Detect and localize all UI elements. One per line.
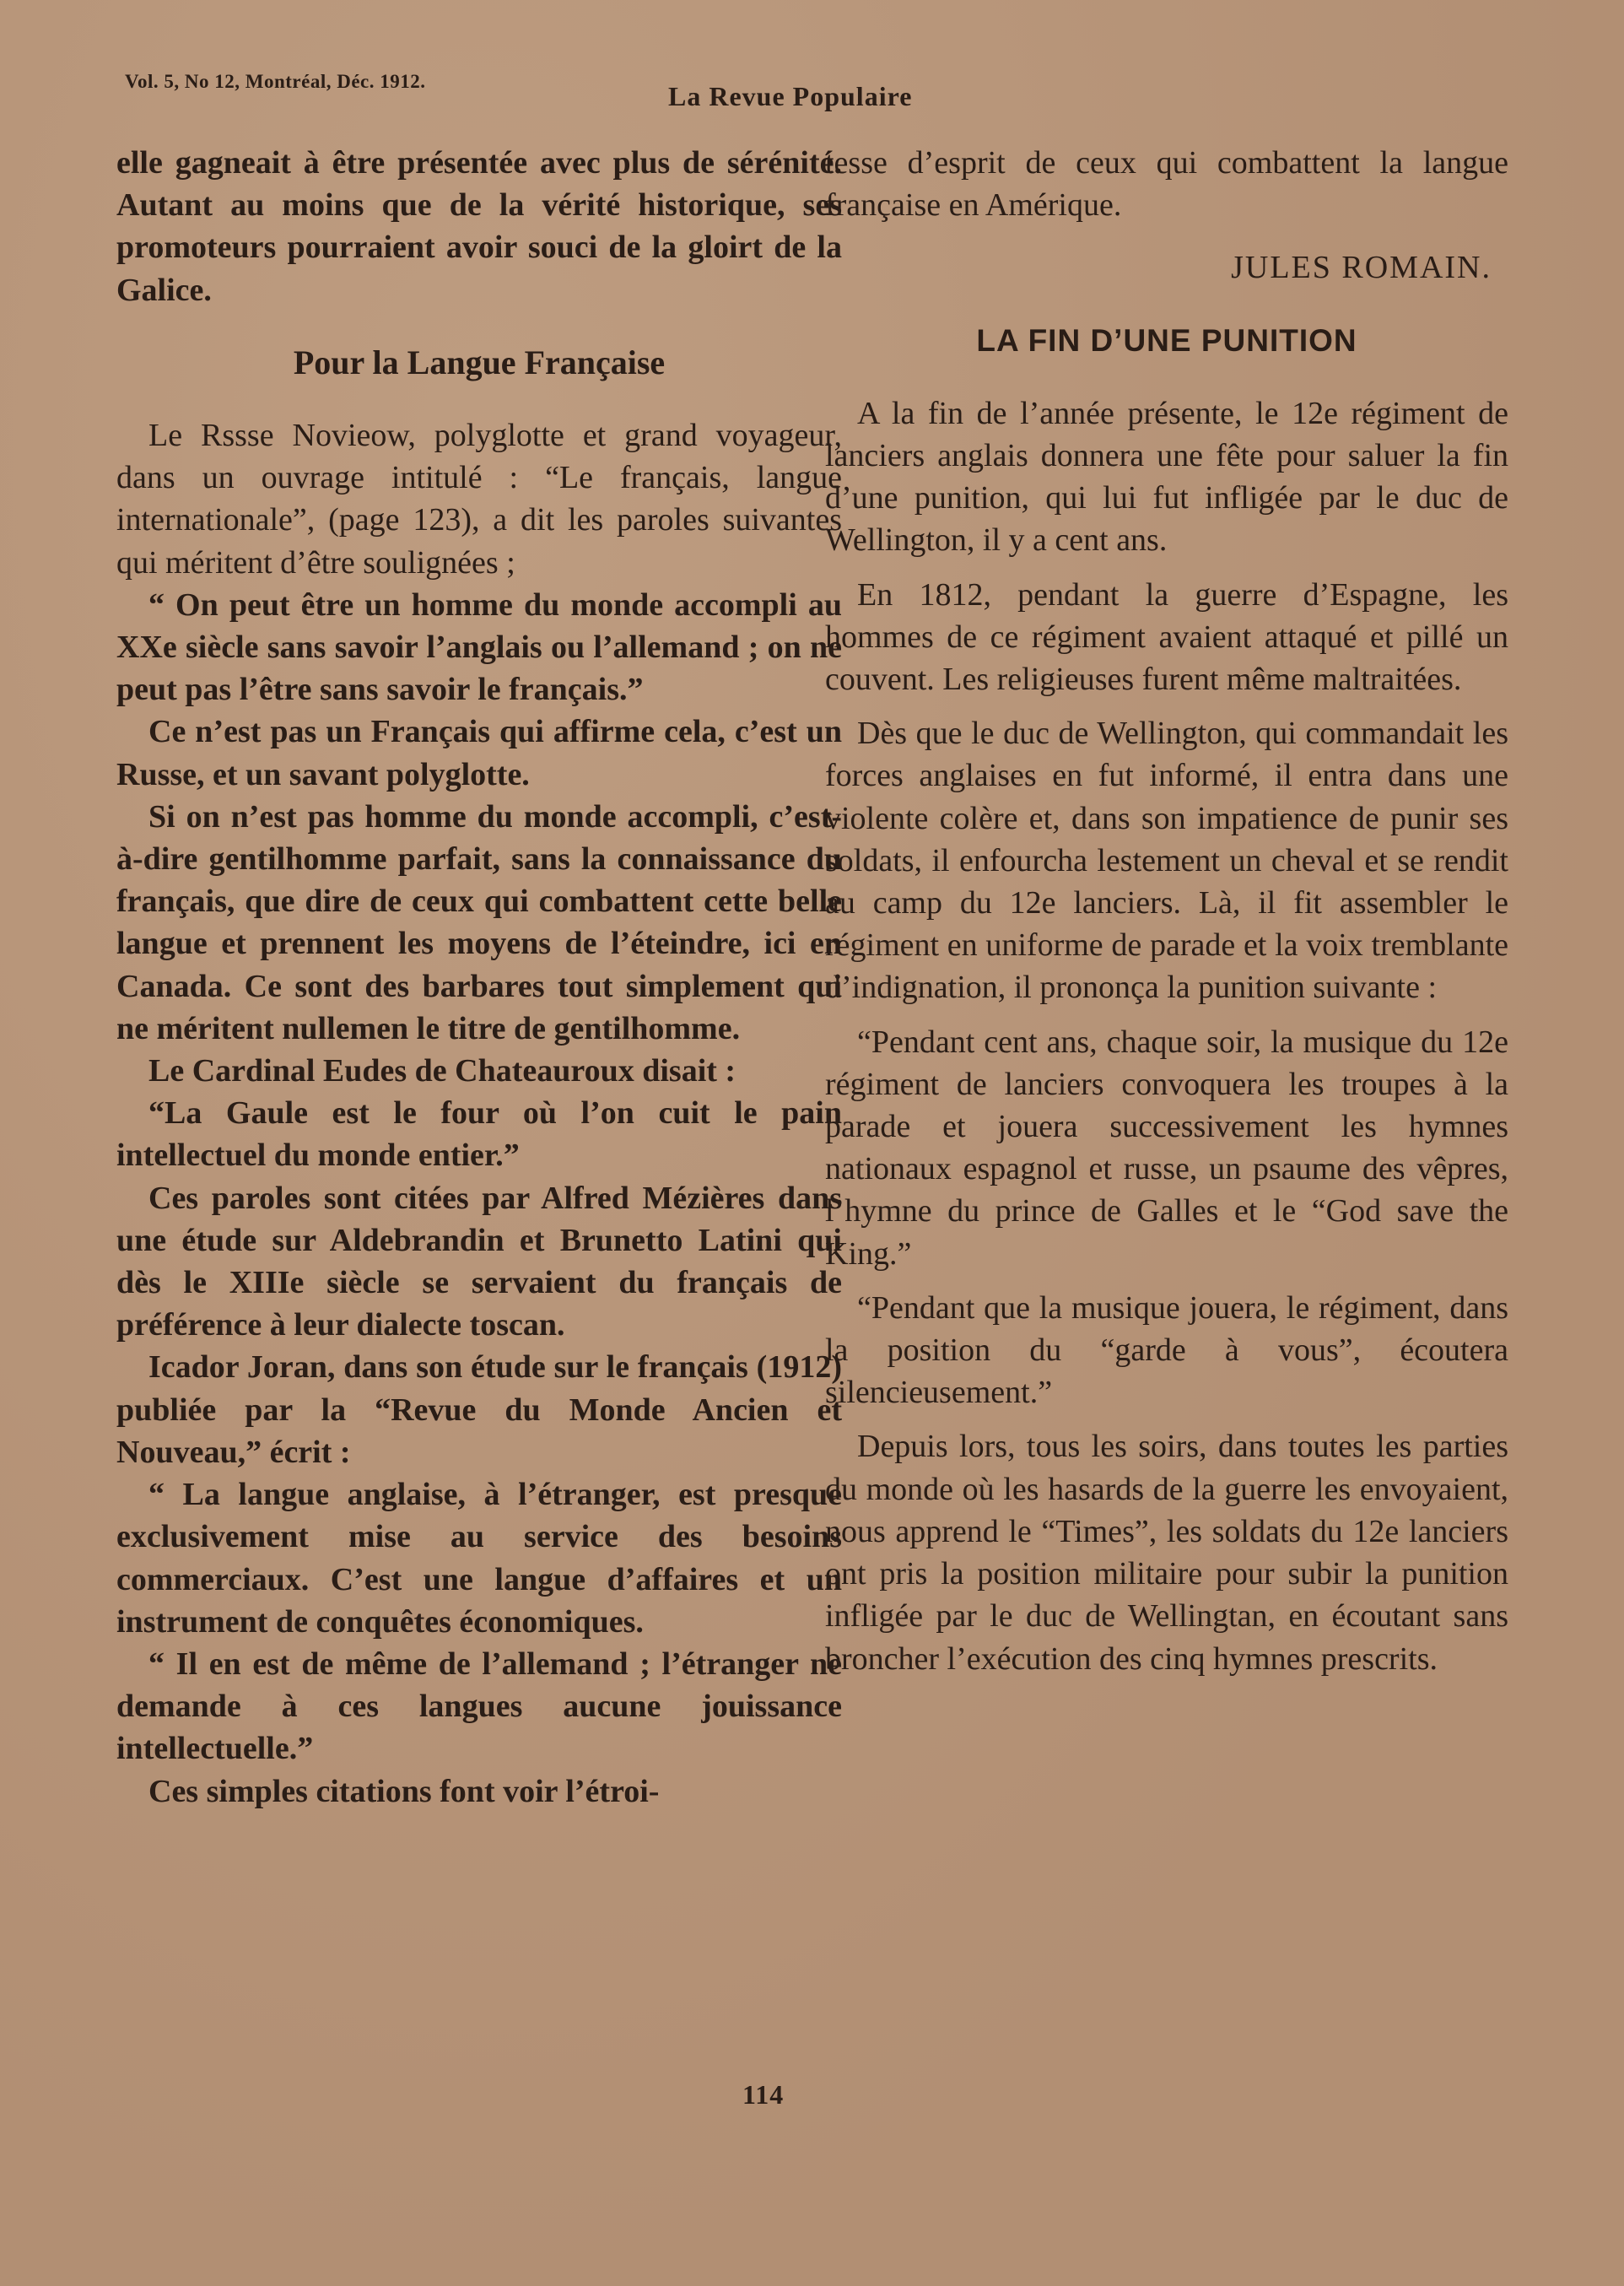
- quote: “ On peut être un homme du monde accompli au XXe siècle sans savoir l’anglais ou l’allemand ; on ne peut pas l’être sans savoir le français.”: [116, 586, 842, 708]
- page-number: 114: [742, 2079, 785, 2110]
- paragraph: Icador Joran, dans son étude sur le français (1912) publiée par la “Revue du Monde Ancien et Nouveau,” écrit :: [116, 1349, 842, 1470]
- quote: “Pendant que la musique jouera, le régiment, dans la position du “garde à vous”, écoutera silencieusement.”: [825, 1289, 1508, 1411]
- paragraph: Dès que le duc de Wellington, qui commandait les forces anglaises en fut informé, il entra dans une violente colère et, dans son impatience de punir ses soldats, il enfourcha lestement un cheval et se rendit au camp du 12e lanciers. Là, il fit assembler le régiment en uniforme de parade et la voix tremblante d’indignation, il prononça la punition suivante :: [825, 716, 1508, 1006]
- quote: “La Gaule est le four où l’on cuit le pain intellectuel du monde entier.”: [116, 1095, 842, 1174]
- paragraph: A la fin de l’année présente, le 12e régiment de lanciers anglais donnera une fête pour saluer la fin d’une punition, qui lui fut infligée par le duc de Wellington, il y a cent ans.: [825, 395, 1508, 559]
- paragraph: Depuis lors, tous les soirs, dans toutes les parties du monde où les hasards de la guerre les envoyaient, nous apprend le “Times”, les soldats du 12e lanciers ont pris la position militaire pour subir la punition infligée par le duc de Wellingtan, en écoutant sans broncher l’exécution des cinq hymnes prescrits.: [825, 1429, 1508, 1677]
- author-signature: JULES ROMAIN.: [1231, 250, 1492, 286]
- paragraph: Ce n’est pas un Français qui affirme cela, c’est un Russe, et un savant polyglotte.: [116, 714, 842, 792]
- paragraph: tesse d’esprit de ceux qui combattent la langue française en Amérique.: [825, 145, 1508, 224]
- publication-title: La Revue Populaire: [668, 81, 913, 111]
- spacer: [825, 1275, 1508, 1287]
- paragraph: elle gagneait à être présentée avec plus de sérénité. Autant au moins que de la vérité historique, ses promoteurs pourraient avoir souci de la gloirt de la Galice.: [116, 145, 842, 308]
- paragraph: Le Cardinal Eudes de Chateauroux disait :: [148, 1053, 736, 1089]
- quote: “ La langue anglaise, à l’étranger, est presque exclusivement mise au service des besoins commerciaux. C’est une langue d’affaires et un instrument de conquêtes économiques.: [116, 1477, 842, 1640]
- quote: “Pendant cent ans, chaque soir, la musique du 12e régiment de lanciers convoquera les troupes à la parade et jouera successivement les hymnes nationaux espagnol et russe, un psaume des vêpres, l’hymne du prince de Galles et le “God save the King.”: [825, 1024, 1508, 1272]
- paragraph: Si on n’est pas homme du monde accompli, c’est-à-dire gentilhomme parfait, sans la connaissance du français, que dire de ceux qui combattent cette belle langue et prennent les moyens de l’éteindre, ici en Canada. Ce sont des barbares tout simplement qui ne méritent nullemen le titre de gentilhomme.: [116, 798, 842, 1046]
- issue-info: Vol. 5, No 12, Montréal, Déc. 1912.: [125, 71, 426, 92]
- spacer: [825, 700, 1508, 712]
- paragraph: Ces paroles sont citées par Alfred Mézières dans une étude sur Aldebrandin et Brunetto Latini qui dès le XIIIe siècle se servaient du français de préférence à leur dialecte toscan.: [116, 1180, 842, 1343]
- paragraph: En 1812, pendant la guerre d’Espagne, les hommes de ce régiment avaient attaqué et pillé un couvent. Les religieuses furent même maltraitées.: [825, 576, 1508, 698]
- article-heading: Pour la Langue Française: [293, 343, 666, 381]
- spacer: [825, 1413, 1508, 1425]
- paragraph: Le Rssse Novieow, polyglotte et grand voyageur, dans un ouvrage intitulé : “Le français, langue internationale”, (page 123), a dit les paroles suivantes qui méritent d’être soulignées ;: [116, 418, 842, 581]
- right-column: [825, 142, 1508, 1680]
- left-column: [116, 142, 842, 1813]
- article-heading: LA FIN D’UNE PUNITION: [976, 322, 1357, 358]
- spacer: [825, 562, 1508, 574]
- spacer: [825, 1009, 1508, 1021]
- paragraph: Ces simples citations font voir l’étroi-: [148, 1773, 660, 1809]
- quote: “ Il en est de même de l’allemand ; l’étranger ne demande à ces langues aucune jouissance intellectuelle.”: [116, 1646, 842, 1767]
